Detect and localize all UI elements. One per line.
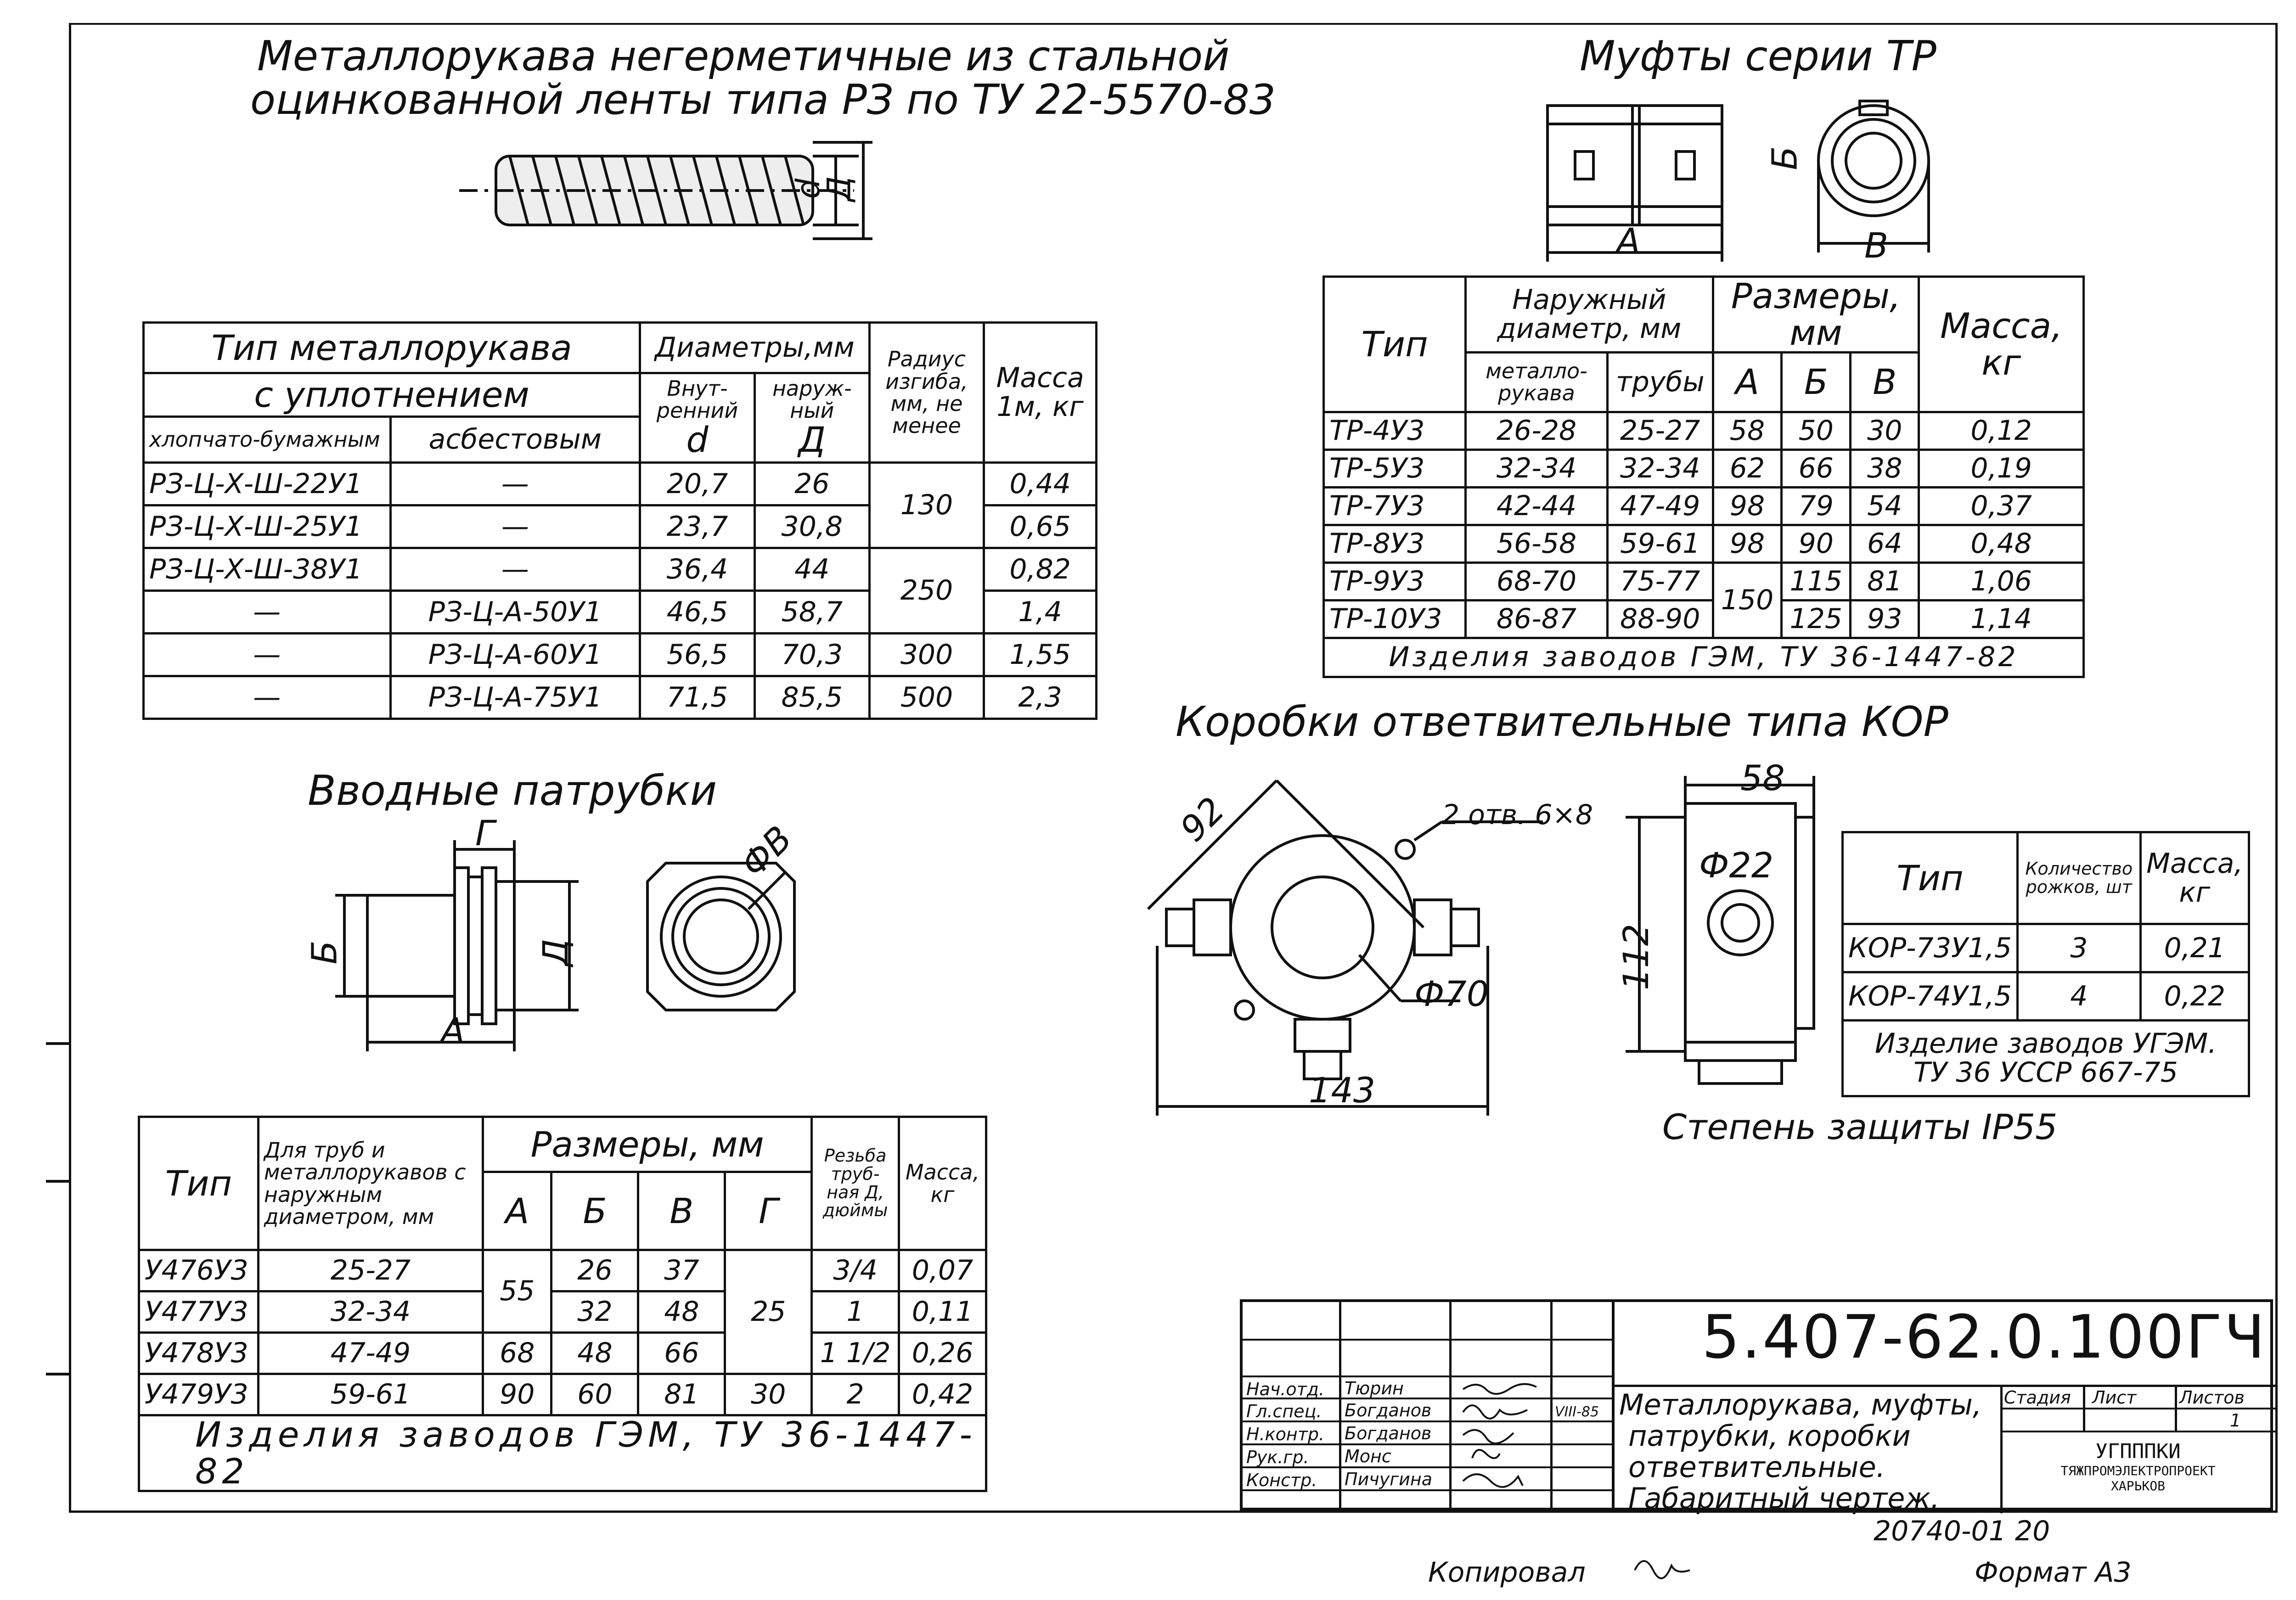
mh-inner: 20,7: [640, 463, 755, 505]
mh-inner: 46,5: [640, 591, 755, 634]
mh-cotton: РЗ-Ц-Х-Ш-22У1: [144, 463, 391, 505]
mh-col-mass: Масса 1м, кг: [984, 323, 1097, 463]
box-footer-line2: ТУ 36 УССР 667-75: [1913, 1056, 2178, 1089]
cp-mass: 0,12: [1919, 412, 2084, 449]
cp-type: ТР-7У3: [1324, 487, 1466, 525]
mh-outer-label: наруж-ный: [772, 376, 852, 423]
box-dim-phi22: Ф22: [1699, 845, 1774, 886]
mh-asbestos: —: [390, 505, 640, 548]
table-row: [139, 1333, 986, 1374]
cp-B: 79: [1782, 487, 1851, 525]
in-B: 26: [551, 1250, 638, 1291]
tb-code: 5.407-62.0.100ГЧ: [1702, 1302, 2267, 1372]
cp-mass: 1,06: [1919, 562, 2084, 600]
mh-asbestos: —: [390, 548, 640, 591]
tb-role: Нач.отд.: [1246, 1379, 1325, 1399]
mh-outer: 30,8: [754, 505, 869, 548]
in-B: 60: [551, 1374, 638, 1415]
mh-col-outer: [754, 373, 869, 463]
in-A: 55: [483, 1250, 551, 1333]
box-mass: 0,21: [2140, 924, 2249, 972]
box-dim-58: 58: [1740, 758, 1785, 798]
cp-V: 30: [1851, 412, 1919, 449]
inlet-dim-G: Г: [475, 813, 495, 853]
tb-stage-label: Стадия: [2004, 1387, 2071, 1408]
mh-cotton: —: [144, 634, 391, 676]
tb-org-line3: ХАРЬКОВ: [2110, 1478, 2165, 1493]
mh-mass: 1,4: [984, 591, 1097, 634]
inlet-dim-D: Д: [535, 938, 576, 966]
in-V: 37: [638, 1250, 725, 1291]
mh-inner: 23,7: [640, 505, 755, 548]
mh-radius: 250: [869, 548, 984, 634]
mh-cotton: —: [144, 591, 391, 634]
in-type: У478У3: [139, 1333, 259, 1374]
mh-col-type: Тип металлорукава: [144, 323, 640, 373]
top-border-line: [69, 23, 2275, 25]
cp-B: 125: [1782, 600, 1851, 638]
mh-radius: 500: [869, 676, 984, 719]
tb-desc-line2: патрубки, коробки: [1628, 1419, 1911, 1453]
mh-mass: 1,55: [984, 634, 1097, 676]
mh-cotton: РЗ-Ц-Х-Ш-25У1: [144, 505, 391, 548]
in-A: 68: [483, 1333, 551, 1374]
box-dim-143: 143: [1309, 1070, 1376, 1111]
mh-asbestos: РЗ-Ц-А-75У1: [390, 676, 640, 719]
metal-hose-title-line2: оцинкованной ленты типа РЗ по ТУ 22-5570-83: [250, 76, 1276, 124]
box-dim-112: 112: [1615, 923, 1657, 991]
cp-mass: 0,37: [1919, 487, 2084, 525]
inlets-title: Вводные патрубки: [308, 767, 717, 815]
tb-h-line: [2000, 1431, 2276, 1432]
table-row: [1324, 449, 2084, 487]
in-thread: 2: [812, 1374, 899, 1415]
cp-hose: 32-34: [1466, 449, 1608, 487]
tb-role: Рук.гр.: [1246, 1447, 1309, 1467]
tb-name: Пичугина: [1345, 1469, 1433, 1489]
tb-name: Богданов: [1345, 1423, 1432, 1443]
coupling-dim-A: А: [1616, 220, 1640, 261]
cp-hose: 56-58: [1466, 525, 1608, 562]
box-dim-phi70: Ф70: [1414, 973, 1489, 1014]
mh-inner: 71,5: [640, 676, 755, 719]
mh-col-cotton: хлопчато-бумажным: [144, 417, 391, 463]
cp-B: 90: [1782, 525, 1851, 562]
cp-V: 54: [1851, 487, 1919, 525]
in-thread: 3/4: [812, 1250, 899, 1291]
cp-col-outer: Наружный диаметр, мм: [1466, 277, 1713, 353]
in-col-type: Тип: [139, 1117, 259, 1250]
tb-name: Монс: [1345, 1446, 1391, 1466]
coupling-dim-V: В: [1864, 225, 1889, 266]
copier-signature-icon: [1630, 1547, 1694, 1584]
cp-B: 66: [1782, 449, 1851, 487]
tb-left-grid: [1243, 1302, 1615, 1508]
tb-org-line1: УГПППКИ: [2095, 1440, 2181, 1463]
tb-row-line: [1243, 1339, 1612, 1341]
table-row: [139, 1250, 986, 1291]
cp-hose: 86-87: [1466, 600, 1608, 638]
in-for: 47-49: [258, 1333, 483, 1374]
metal-hose-title-line1: Металлорукава негерметичные из стальной: [257, 32, 1230, 80]
cp-col-hose: металло-рукава: [1466, 352, 1608, 412]
table-row: [1324, 487, 2084, 525]
tb-name: Тюрин: [1345, 1378, 1404, 1398]
mh-outer: 70,3: [754, 634, 869, 676]
cp-B: 50: [1782, 412, 1851, 449]
tb-description: [1619, 1389, 1996, 1514]
in-col-for: Для труб и металлорукавов с наружным диаметром, мм: [258, 1117, 483, 1250]
in-mass: 0,42: [899, 1374, 986, 1415]
box-protection: Степень защиты IP55: [1662, 1106, 2058, 1147]
couplings-table: [1322, 275, 2085, 678]
tb-date: VIII-85: [1555, 1404, 1599, 1420]
in-G: 25: [725, 1250, 812, 1374]
signature-icon: [1458, 1375, 1546, 1490]
cp-A: 98: [1713, 487, 1782, 525]
in-mass: 0,26: [899, 1333, 986, 1374]
tb-org-line2: ТЯЖПРОМЭЛЕКТРОПРОЕКТ: [2060, 1463, 2216, 1478]
tb-sheets-value: 1: [2230, 1410, 2241, 1431]
cp-hose: 26-28: [1466, 412, 1608, 449]
cp-col-A: А: [1713, 352, 1782, 412]
cp-type: ТР-5У3: [1324, 449, 1466, 487]
box-mass: 0,22: [2140, 972, 2249, 1021]
metal-hose-dim-D: Д: [820, 176, 858, 202]
mh-col-radius: Радиус изгиба, мм, не менее: [869, 323, 984, 463]
box-type: КОР-74У1,5: [1843, 972, 2018, 1021]
inlet-dim-A: А: [441, 1010, 465, 1051]
mh-cotton: РЗ-Ц-Х-Ш-38У1: [144, 548, 391, 591]
cp-pipe: 59-61: [1607, 525, 1713, 562]
in-thread: 1 1/2: [812, 1333, 899, 1374]
tb-role: Гл.спец.: [1246, 1401, 1322, 1421]
box-col-type: Тип: [1843, 832, 2018, 924]
couplings-title: Муфты серии ТР: [1580, 32, 1936, 80]
table-row: [1324, 412, 2084, 449]
box-side-drawing: [1626, 776, 1864, 1088]
mh-asbestos: —: [390, 463, 640, 505]
tb-desc-line1: Металлорукава, муфты,: [1619, 1388, 1982, 1421]
mh-inner-label: Внут-ренний: [656, 376, 738, 423]
box-qty: 3: [2018, 924, 2141, 972]
boxes-title: Коробки ответвительные типа КОР: [1176, 698, 1948, 746]
cp-V: 93: [1851, 600, 1919, 638]
in-col-G: Г: [725, 1172, 812, 1250]
inlet-dim-phiV: ФВ: [732, 818, 800, 885]
in-thread: 1: [812, 1291, 899, 1333]
in-col-mass: Масса, кг: [899, 1117, 986, 1250]
mh-mass: 2,3: [984, 676, 1097, 719]
table-row: [139, 1374, 986, 1415]
in-col-V: В: [638, 1172, 725, 1250]
cp-mass: 1,14: [1919, 600, 2084, 638]
cp-col-mass: Масса, кг: [1919, 277, 2084, 412]
tb-row-line: [1243, 1375, 1612, 1377]
table-row: [1324, 600, 2084, 638]
tb-role: Констр.: [1246, 1470, 1317, 1490]
table-row: [1843, 972, 2249, 1021]
in-col-sizes: Размеры, мм: [483, 1117, 812, 1172]
in-mass: 0,11: [899, 1291, 986, 1333]
mh-col-inner: [640, 373, 755, 463]
mh-outer: 44: [754, 548, 869, 591]
mh-inner: 56,5: [640, 634, 755, 676]
mh-outer: 58,7: [754, 591, 869, 634]
in-V: 81: [638, 1374, 725, 1415]
cp-hose: 68-70: [1466, 562, 1608, 600]
in-type: У477У3: [139, 1291, 259, 1333]
cp-A: 62: [1713, 449, 1782, 487]
cp-V: 81: [1851, 562, 1919, 600]
metal-hose-dim-d: d: [789, 178, 827, 199]
cp-type: ТР-10У3: [1324, 600, 1466, 638]
tb-desc-line3: ответвительные.: [1628, 1450, 1885, 1484]
tb-name: Богданов: [1345, 1400, 1432, 1420]
cp-col-B: Б: [1782, 352, 1851, 412]
cp-col-pipe: трубы: [1607, 352, 1713, 412]
tb-desc-line4: Габаритный чертеж.: [1628, 1482, 1940, 1515]
in-col-thread: Резьба труб-ная Д, дюймы: [812, 1117, 899, 1250]
mh-col-diameters: Диаметры,мм: [640, 323, 870, 373]
cp-pipe: 75-77: [1607, 562, 1713, 600]
tb-sheets-label: Листов: [2179, 1387, 2245, 1408]
boxes-table: [1841, 831, 2250, 1097]
inlets-table: [138, 1116, 987, 1492]
box-col-qty: Количество рожков, шт: [2018, 832, 2141, 924]
mh-col-asbestos: асбестовым: [390, 417, 640, 463]
table-row: [144, 463, 1097, 505]
mh-asbestos: РЗ-Ц-А-60У1: [390, 634, 640, 676]
box-type: КОР-73У1,5: [1843, 924, 2018, 972]
in-for: 32-34: [258, 1291, 483, 1333]
in-col-B: Б: [551, 1172, 638, 1250]
mh-mass: 0,65: [984, 505, 1097, 548]
mh-outer: 26: [754, 463, 869, 505]
inlet-dim-B: Б: [304, 940, 345, 965]
in-B: 48: [551, 1333, 638, 1374]
cp-col-type: Тип: [1324, 277, 1466, 412]
in-mass: 0,07: [899, 1250, 986, 1291]
table-row: [144, 548, 1097, 591]
box-qty: 4: [2018, 972, 2141, 1021]
cp-footer: Изделия заводов ГЭМ, ТУ 36-1447-82: [1324, 638, 2084, 677]
in-V: 66: [638, 1333, 725, 1374]
title-block: [1240, 1299, 2273, 1515]
cp-A: 98: [1713, 525, 1782, 562]
in-A: 90: [483, 1374, 551, 1415]
in-for: 25-27: [258, 1250, 483, 1291]
mh-inner-symbol: d: [686, 419, 709, 460]
cp-A: 150: [1713, 562, 1782, 638]
mh-asbestos: РЗ-Ц-А-50У1: [390, 591, 640, 634]
table-row: [1324, 562, 2084, 600]
table-row: [144, 634, 1097, 676]
in-B: 32: [551, 1291, 638, 1333]
in-type: У479У3: [139, 1374, 259, 1415]
mh-radius: 300: [869, 634, 984, 676]
tb-col-line: [1449, 1302, 1452, 1508]
cp-type: ТР-4У3: [1324, 412, 1466, 449]
in-footer: Изделия заводов ГЭМ, ТУ 36-1447-82: [139, 1415, 986, 1491]
tb-col-line: [1550, 1302, 1553, 1508]
inlet-front-drawing: [638, 854, 804, 1019]
tb-org: [2003, 1440, 2273, 1493]
table-row: [139, 1291, 986, 1333]
table-row: [144, 676, 1097, 719]
cp-type: ТР-8У3: [1324, 525, 1466, 562]
tb-role: Н.контр.: [1246, 1424, 1325, 1444]
cp-type: ТР-9У3: [1324, 562, 1466, 600]
format-label: Формат А3: [1975, 1556, 2132, 1589]
cp-col-sizes: Размеры, мм: [1713, 277, 1919, 353]
frame-tick: [46, 1180, 71, 1183]
box-dim-holes: 2 отв. 6×8: [1442, 799, 1593, 831]
cp-mass: 0,48: [1919, 525, 2084, 562]
coupling-dim-B: Б: [1764, 146, 1805, 170]
cp-pipe: 32-34: [1607, 449, 1713, 487]
table-row: [1843, 924, 2249, 972]
in-type: У476У3: [139, 1250, 259, 1291]
box-col-mass: Масса, кг: [2140, 832, 2249, 924]
box-footer: [1843, 1021, 2249, 1096]
cp-pipe: 25-27: [1607, 412, 1713, 449]
mh-outer: 85,5: [754, 676, 869, 719]
mh-radius: 130: [869, 463, 984, 548]
cp-pipe: 47-49: [1607, 487, 1713, 525]
frame-tick: [46, 1042, 71, 1045]
mh-mass: 0,44: [984, 463, 1097, 505]
in-G: 30: [725, 1374, 812, 1415]
cp-A: 58: [1713, 412, 1782, 449]
cp-V: 38: [1851, 449, 1919, 487]
cp-mass: 0,19: [1919, 449, 2084, 487]
metal-hose-table: [142, 321, 1097, 720]
box-dim-92: 92: [1172, 789, 1233, 850]
cp-V: 64: [1851, 525, 1919, 562]
box-footer-line1: Изделие заводов УГЭМ.: [1874, 1027, 2217, 1060]
tb-h-line: [2000, 1408, 2276, 1409]
in-for: 59-61: [258, 1374, 483, 1415]
cp-col-V: В: [1851, 352, 1919, 412]
mh-inner: 36,4: [640, 548, 755, 591]
mh-col-seal: с уплотнением: [144, 373, 640, 417]
in-V: 48: [638, 1291, 725, 1333]
doc-number: 20740-01 20: [1874, 1515, 2050, 1547]
table-row: [1324, 525, 2084, 562]
cp-hose: 42-44: [1466, 487, 1608, 525]
tb-col-line: [1339, 1302, 1341, 1508]
mh-cotton: —: [144, 676, 391, 719]
copied-by: Копировал: [1428, 1556, 1586, 1589]
in-col-A: А: [483, 1172, 551, 1250]
mh-mass: 0,82: [984, 548, 1097, 591]
cp-B: 115: [1782, 562, 1851, 600]
mh-outer-symbol: Д: [798, 419, 826, 460]
cp-pipe: 88-90: [1607, 600, 1713, 638]
tb-sheet-label: Лист: [2092, 1387, 2137, 1408]
frame-tick: [46, 1373, 71, 1375]
